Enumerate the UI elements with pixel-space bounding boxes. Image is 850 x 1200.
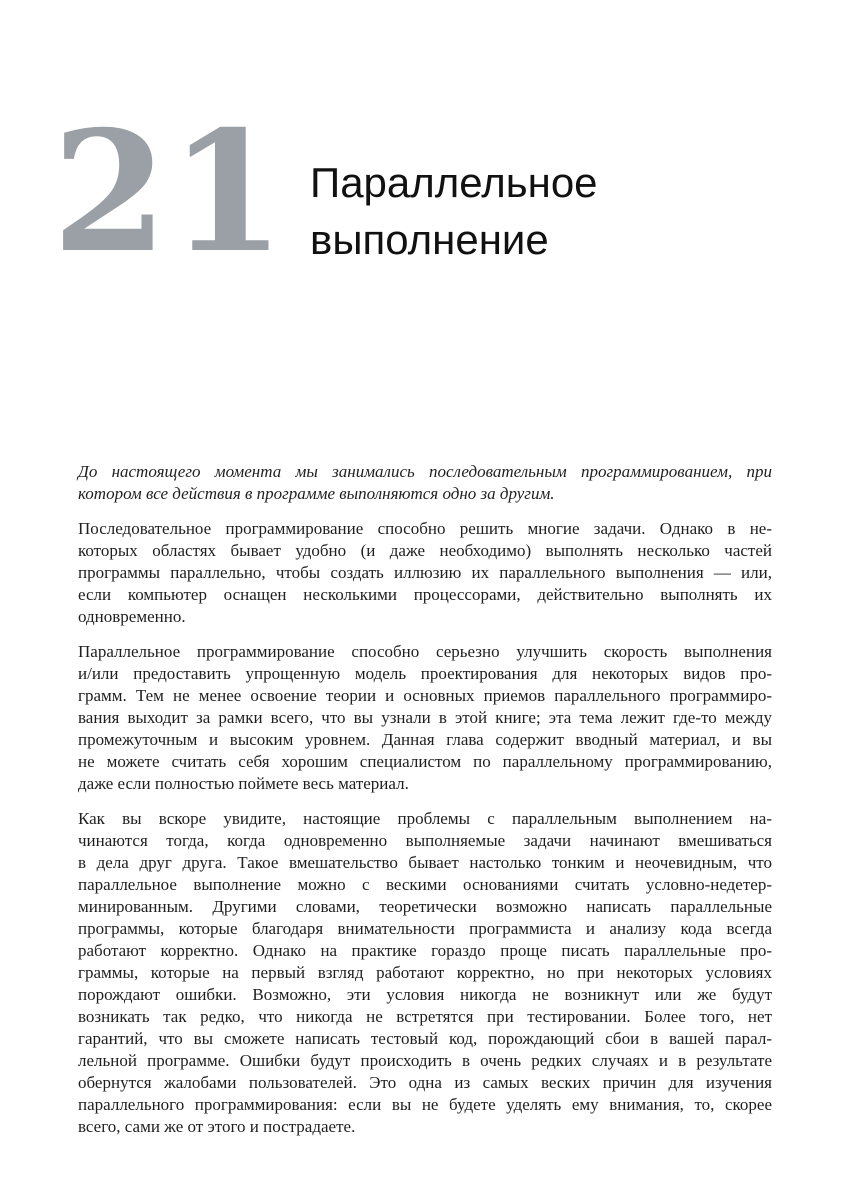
text-line: параллельного программирования: если вы не будете уделять ему внимания, то, скорее [78,1095,772,1114]
text-line: До настоящего момента мы занимались последовательным программированием, при [78,462,772,481]
text-line: и/или предоставить упрощенную модель проектирования для некоторых видов про- [78,664,772,683]
text-line: минированным. Другими словами, теоретически возможно написать параллельные [78,897,772,916]
text-line: гарантий, что вы сможете написать тестовый код, порождающий сбои в вашей парал- [78,1029,772,1048]
chapter-title [310,154,598,268]
text-line: даже если полностью поймете весь материал. [78,774,409,793]
chapter-title-line-2: выполнение [310,216,549,263]
text-line: если компьютер оснащен несколькими процессорами, действительно выполнять их [78,585,772,604]
text-line: обернутся жалобами пользователей. Это одна из самых веских причин для изучения [78,1073,772,1092]
text-line: промежуточным и высоким уровнем. Данная глава содержит вводный материал, и вы [78,730,772,749]
text-line: грамм. Тем не менее освоение теории и основных приемов параллельного программиро- [78,686,772,705]
text-line: порождают ошибки. Возможно, эти условия никогда не возникнут или же будут [78,985,772,1004]
text-line: параллельное выполнение можно с вескими основаниями считать условно-недетер- [78,875,772,894]
chapter-number: 21 [52,95,288,290]
body-paragraph [78,518,772,628]
text-line: возникать так редко, что никогда не встретятся при тестировании. Более того, нет [78,1007,772,1026]
text-line: работают корректно. Однако на практике гораздо проще писать параллельные про- [78,941,772,960]
text-line: Как вы вскоре увидите, настоящие проблемы с параллельным выполнением на- [78,809,772,828]
text-line: программы параллельно, чтобы создать иллюзию их параллельного выполнения — или, [78,563,772,582]
text-line: всего, сами же от этого и пострадаете. [78,1117,356,1136]
text-line: Последовательное программирование способно решить многие задачи. Однако в не- [78,519,772,538]
text-line: программы, которые благодаря внимательности программиста и анализу кода всегда [78,919,772,938]
text-line: которых областях бывает удобно (и даже необходимо) выполнять несколько частей [78,541,772,560]
lead-paragraph [78,461,772,505]
text-line: граммы, которые на первый взгляд работают корректно, но при некоторых условиях [78,963,772,982]
text-line: вания выходит за рамки всего, что вы узнали в этой книге; эта тема лежит где-то между [78,708,772,727]
text-line: чинаются тогда, когда одновременно выполняемые задачи начинают вмешиваться [78,831,772,850]
text-line: Параллельное программирование способно серьезно улучшить скорость выполнения [78,642,772,661]
chapter-title-line-1: Параллельное [310,159,598,206]
text-line: котором все действия в программе выполняются одно за другим. [78,484,555,503]
text-line: в дела друг друга. Такое вмешательство бывает настолько тонким и неочевидным, что [78,853,772,872]
content [78,461,772,1138]
text-line: лельной программе. Ошибки будут происходить в очень редких случаях и в результате [78,1051,772,1070]
text-line: одновременно. [78,607,186,626]
text-line: не можете считать себя хорошим специалистом по параллельному программированию, [78,752,772,771]
body-paragraph [78,808,772,1138]
body-paragraph [78,641,772,795]
